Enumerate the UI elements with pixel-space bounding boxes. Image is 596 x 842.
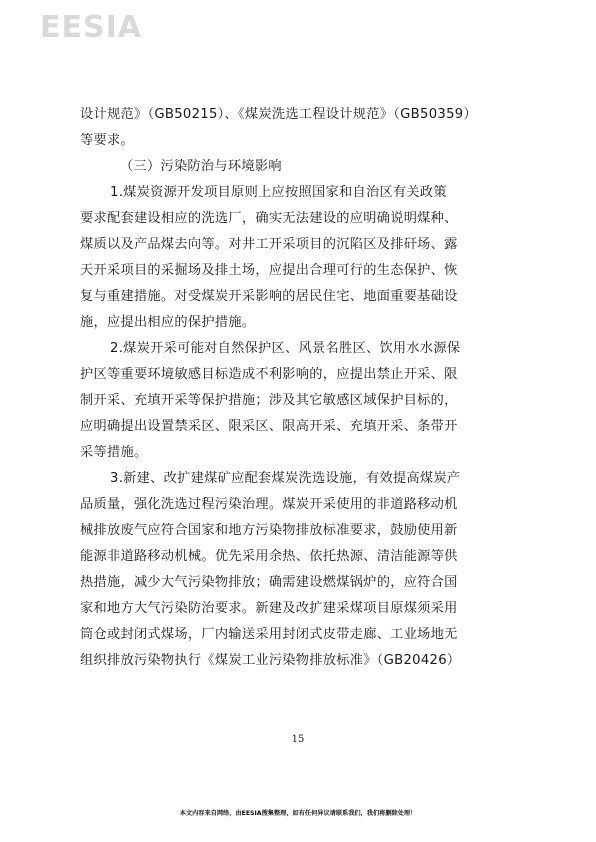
text-line: 制开采、充填开采等保护措施；涉及其它敏感区域保护目标的， [80, 393, 458, 408]
text-line: 天开采项目的采掘场及排土场，应提出合理可行的生态保护、恢 [80, 263, 458, 278]
text-line: 品质量，强化洗选过程污染治理。煤炭开采使用的非道路移动机 [80, 497, 458, 512]
text-line: 要求配套建设相应的洗选厂，确实无法建设的应明确说明煤种、 [80, 211, 458, 226]
text-line: 施，应提出相应的保护措施。 [80, 315, 256, 330]
paragraph-2-start: 2.煤炭开采可能对自然保护区、风景名胜区、饮用水水源保 [110, 341, 461, 356]
text-line: 复与重建措施。对受煤炭开采影响的居民住宅、地面重要基础设 [80, 289, 458, 304]
text-line: 煤质以及产品煤去向等。对井工开采项目的沉陷区及排矸场、露 [80, 237, 458, 252]
document-body [80, 102, 520, 674]
text-line: 家和地方大气污染防治要求。新建及改扩建采煤项目原煤须采用 [80, 601, 458, 616]
paragraph-3-start: 3.新建、改扩建煤矿应配套煤炭洗选设施，有效提高煤炭产 [110, 471, 461, 486]
text-line: 等要求。 [80, 133, 134, 148]
text-line: 热措施，减少大气污染物排放；确需建设燃煤锅炉的，应符合国 [80, 575, 458, 590]
text-line: 采等措施。 [80, 445, 148, 460]
footer-notice: 本文内容来自网络，由EESIA搜集整理，如有任何异议请联系我们，我们将删除处理！ [179, 810, 417, 817]
paragraph-1-start: 1.煤炭资源开发项目原则上应按照国家和自治区有关政策 [110, 185, 447, 200]
text-line: 应明确提出设置禁采区、限采区、限高开采、充填开采、条带开 [80, 419, 458, 434]
text-line: 筒仓或封闭式煤场，厂内输送采用封闭式皮带走廊、工业场地无 [80, 627, 458, 642]
text-line: 械排放废气应符合国家和地方污染物排放标准要求，鼓励使用新 [80, 523, 458, 538]
text-line: 设计规范》（GB50215）、《煤炭洗选工程设计规范》（GB50359） [80, 107, 477, 122]
page-number: 15 [291, 734, 305, 745]
section-heading: （三）污染防治与环境影响 [120, 159, 282, 174]
text-line: 组织排放污染物执行《煤炭工业污染物排放标准》（GB20426） [80, 653, 461, 668]
text-line: 护区等重要环境敏感目标造成不利影响的，应提出禁止开采、限 [80, 367, 458, 382]
eesia-logo: EESIA [40, 10, 142, 45]
text-line: 能源非道路移动机械。优先采用余热、依托热源、清洁能源等供 [80, 549, 458, 564]
